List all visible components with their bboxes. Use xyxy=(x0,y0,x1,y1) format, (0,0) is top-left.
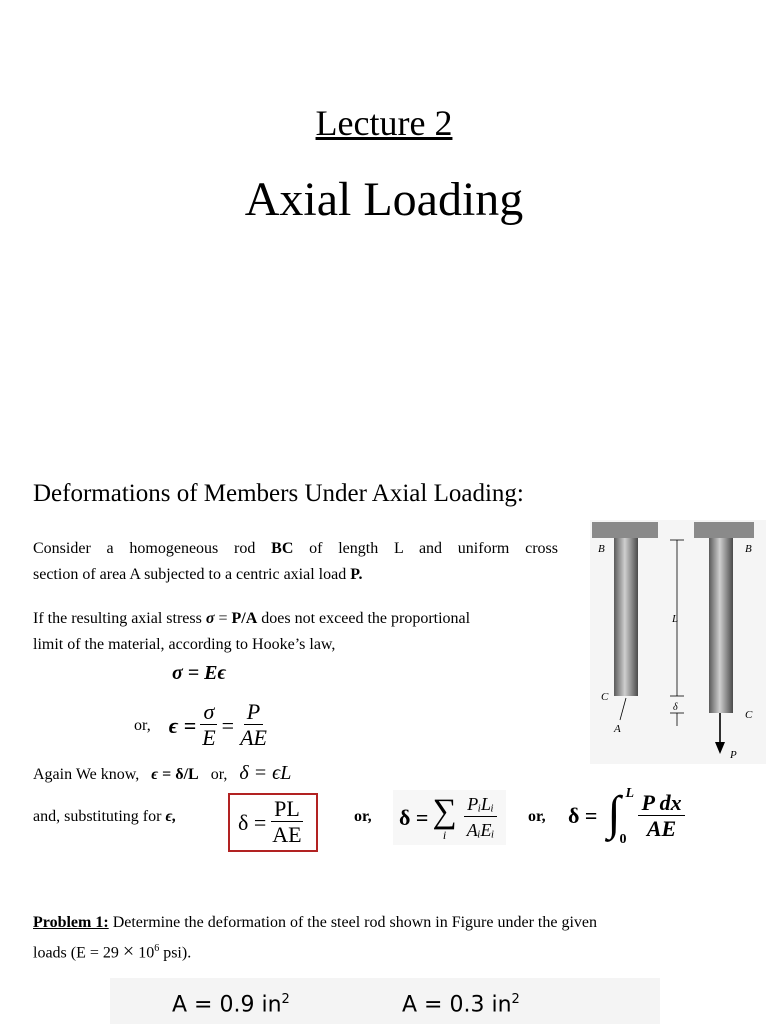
label-delta: δ xyxy=(673,702,678,713)
left-rod xyxy=(614,538,638,696)
intro-line-1: Consider a homogeneous rod BC of length L and uniform cross xyxy=(33,540,558,557)
label-l: L xyxy=(672,613,679,625)
or-label-1: or, xyxy=(354,808,372,825)
strain-equation: or, ϵ = $\frac{\sigma}{E}$ = $\frac{P}{AE}$ xyxy=(134,700,273,751)
problem-statement: Problem 1: Determine the deformation of the steel rod shown in Figure under the given loads ($E = 29 \times 10^6$ psi). xyxy=(33,914,597,963)
load-arrow xyxy=(715,742,725,754)
label-b-left: B xyxy=(598,543,605,555)
area-label-1: A = 0.9 $in^2$ xyxy=(172,992,290,1018)
label-p: P xyxy=(730,749,737,761)
integral-formula: δ = ∫ L 0 $\frac{\text{P dx}}{AE}$ xyxy=(568,786,688,846)
area-label-2: A = 0.3 $in^2$ xyxy=(402,992,520,1018)
label-a: A xyxy=(614,723,621,735)
hooke-law-formula: σ = Eϵ xyxy=(172,662,227,684)
hooke-line-2: limit of the material, according to Hooke’s law, xyxy=(33,636,336,653)
intro-line-2: section of area A subjected to a centric axial load P. xyxy=(33,566,363,583)
deformation-box-formula: δ = $\frac{PL}{AE}$ xyxy=(228,793,318,852)
rod-figure xyxy=(590,520,766,764)
or-label-2: or, xyxy=(528,808,546,825)
again-line: Again We know, ϵ = δ/L or, δ = ϵL xyxy=(33,762,292,784)
sum-formula: δ = ∑ i $\frac{\text{PᵢLᵢ}}{\text{AᵢEᵢ}}$ xyxy=(393,790,506,845)
lecture-title: Lecture 2 xyxy=(315,103,453,143)
section-heading: Deformations of Members Under Axial Loading: xyxy=(33,480,524,507)
hooke-line-1: If the resulting axial stress σ = P/A does not exceed the proportional xyxy=(33,610,471,627)
rod-diagram xyxy=(590,520,766,764)
label-c-right: C xyxy=(745,709,753,721)
strain-fraction-1: $\frac{\sigma}{E}$ xyxy=(202,699,216,750)
right-support xyxy=(694,522,754,538)
problem-label: Problem 1: xyxy=(33,914,109,931)
topic-title: Axial Loading xyxy=(244,173,524,226)
strain-fraction-2: $\frac{P}{AE}$ xyxy=(240,699,267,750)
hooke-paragraph xyxy=(33,606,558,658)
label-c-left: C xyxy=(601,691,609,703)
substitution-label: and, substituting for ϵ, xyxy=(33,808,177,825)
left-support xyxy=(592,522,658,538)
label-b-right: B xyxy=(745,543,752,555)
intro-paragraph xyxy=(33,536,558,588)
right-rod xyxy=(709,538,733,713)
bottom-figure-strip xyxy=(110,978,660,1024)
